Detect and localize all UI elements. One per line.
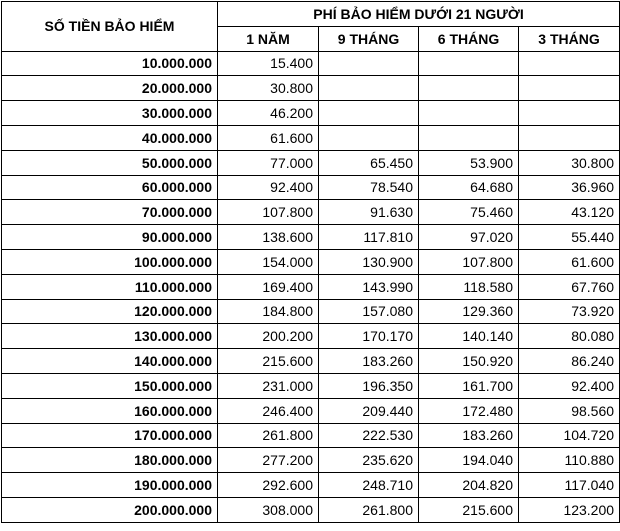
cell-premium-3-months: 104.720 xyxy=(519,423,620,448)
cell-premium-6-months: 204.820 xyxy=(419,473,519,498)
cell-sum-insured: 170.000.000 xyxy=(2,423,218,448)
table-row xyxy=(2,249,620,274)
cell-premium-9-months: 65.450 xyxy=(319,150,419,175)
cell-sum-insured: 100.000.000 xyxy=(2,249,218,274)
cell-premium-6-months: 183.260 xyxy=(419,423,519,448)
header-period-9-months: 9 THÁNG xyxy=(319,26,419,51)
table-row xyxy=(2,175,620,200)
cell-sum-insured: 150.000.000 xyxy=(2,373,218,398)
cell-premium-6-months: 97.020 xyxy=(419,225,519,250)
cell-premium-3-months: 80.080 xyxy=(519,324,620,349)
cell-premium-1-year: 292.600 xyxy=(218,473,319,498)
cell-premium-3-months: 67.760 xyxy=(519,274,620,299)
cell-premium-1-year: 154.000 xyxy=(218,249,319,274)
cell-premium-3-months: 86.240 xyxy=(519,349,620,374)
cell-premium-9-months: 196.350 xyxy=(319,373,419,398)
insurance-premium-table xyxy=(1,1,620,523)
cell-sum-insured: 140.000.000 xyxy=(2,349,218,374)
cell-sum-insured: 40.000.000 xyxy=(2,125,218,150)
cell-premium-9-months: 248.710 xyxy=(319,473,419,498)
cell-premium-6-months: 215.600 xyxy=(419,497,519,522)
cell-premium-9-months: 143.990 xyxy=(319,274,419,299)
cell-premium-3-months xyxy=(519,125,620,150)
table-row xyxy=(2,101,620,126)
table-row xyxy=(2,274,620,299)
cell-sum-insured: 110.000.000 xyxy=(2,274,218,299)
cell-premium-6-months: 150.920 xyxy=(419,349,519,374)
cell-premium-3-months: 98.560 xyxy=(519,398,620,423)
table-row xyxy=(2,448,620,473)
cell-premium-9-months: 222.530 xyxy=(319,423,419,448)
cell-premium-3-months: 55.440 xyxy=(519,225,620,250)
cell-premium-3-months: 110.880 xyxy=(519,448,620,473)
cell-sum-insured: 10.000.000 xyxy=(2,51,218,76)
cell-premium-9-months: 91.630 xyxy=(319,200,419,225)
table-row xyxy=(2,200,620,225)
table-row xyxy=(2,225,620,250)
cell-premium-6-months: 194.040 xyxy=(419,448,519,473)
table-row xyxy=(2,125,620,150)
cell-premium-6-months xyxy=(419,76,519,101)
cell-premium-1-year: 261.800 xyxy=(218,423,319,448)
header-sum-insured: SỐ TIỀN BẢO HIỂM xyxy=(2,2,218,52)
cell-premium-9-months: 78.540 xyxy=(319,175,419,200)
cell-premium-3-months: 73.920 xyxy=(519,299,620,324)
table-header xyxy=(2,2,620,52)
cell-premium-1-year: 231.000 xyxy=(218,373,319,398)
table-row xyxy=(2,51,620,76)
cell-premium-9-months: 157.080 xyxy=(319,299,419,324)
cell-premium-1-year: 308.000 xyxy=(218,497,319,522)
cell-premium-1-year: 277.200 xyxy=(218,448,319,473)
cell-premium-1-year: 15.400 xyxy=(218,51,319,76)
cell-premium-6-months xyxy=(419,125,519,150)
cell-premium-1-year: 61.600 xyxy=(218,125,319,150)
cell-premium-3-months: 92.400 xyxy=(519,373,620,398)
cell-premium-3-months xyxy=(519,101,620,126)
cell-premium-6-months: 161.700 xyxy=(419,373,519,398)
cell-sum-insured: 50.000.000 xyxy=(2,150,218,175)
cell-premium-3-months xyxy=(519,51,620,76)
cell-premium-6-months: 118.580 xyxy=(419,274,519,299)
cell-premium-3-months: 61.600 xyxy=(519,249,620,274)
cell-premium-3-months: 43.120 xyxy=(519,200,620,225)
cell-premium-1-year: 215.600 xyxy=(218,349,319,374)
table-body xyxy=(2,51,620,522)
cell-premium-6-months: 129.360 xyxy=(419,299,519,324)
cell-premium-9-months: 235.620 xyxy=(319,448,419,473)
cell-premium-1-year: 200.200 xyxy=(218,324,319,349)
table-row xyxy=(2,398,620,423)
header-premium-under-21-seats: PHÍ BẢO HIỂM DƯỚI 21 NGƯỜI xyxy=(218,2,620,27)
cell-premium-1-year: 30.800 xyxy=(218,76,319,101)
cell-premium-9-months: 261.800 xyxy=(319,497,419,522)
cell-premium-3-months: 30.800 xyxy=(519,150,620,175)
cell-premium-1-year: 138.600 xyxy=(218,225,319,250)
cell-premium-9-months: 117.810 xyxy=(319,225,419,250)
cell-sum-insured: 30.000.000 xyxy=(2,101,218,126)
cell-sum-insured: 190.000.000 xyxy=(2,473,218,498)
table-row xyxy=(2,150,620,175)
table-row xyxy=(2,324,620,349)
cell-premium-1-year: 169.400 xyxy=(218,274,319,299)
table-row xyxy=(2,373,620,398)
cell-sum-insured: 200.000.000 xyxy=(2,497,218,522)
header-row-main xyxy=(2,2,620,27)
cell-premium-9-months: 170.170 xyxy=(319,324,419,349)
cell-sum-insured: 120.000.000 xyxy=(2,299,218,324)
cell-premium-6-months xyxy=(419,51,519,76)
cell-premium-1-year: 107.800 xyxy=(218,200,319,225)
cell-premium-9-months: 209.440 xyxy=(319,398,419,423)
cell-sum-insured: 180.000.000 xyxy=(2,448,218,473)
cell-premium-1-year: 92.400 xyxy=(218,175,319,200)
cell-premium-6-months xyxy=(419,101,519,126)
cell-premium-6-months: 107.800 xyxy=(419,249,519,274)
cell-premium-6-months: 53.900 xyxy=(419,150,519,175)
cell-premium-3-months: 36.960 xyxy=(519,175,620,200)
cell-premium-9-months xyxy=(319,76,419,101)
cell-sum-insured: 130.000.000 xyxy=(2,324,218,349)
cell-premium-9-months: 130.900 xyxy=(319,249,419,274)
cell-premium-9-months: 183.260 xyxy=(319,349,419,374)
cell-premium-6-months: 75.460 xyxy=(419,200,519,225)
cell-premium-1-year: 46.200 xyxy=(218,101,319,126)
table-row xyxy=(2,299,620,324)
cell-premium-3-months: 123.200 xyxy=(519,497,620,522)
cell-sum-insured: 20.000.000 xyxy=(2,76,218,101)
cell-premium-3-months xyxy=(519,76,620,101)
header-period-1-year: 1 NĂM xyxy=(218,26,319,51)
header-period-6-months: 6 THÁNG xyxy=(419,26,519,51)
cell-sum-insured: 60.000.000 xyxy=(2,175,218,200)
cell-premium-6-months: 172.480 xyxy=(419,398,519,423)
cell-premium-3-months: 117.040 xyxy=(519,473,620,498)
cell-premium-9-months xyxy=(319,125,419,150)
cell-sum-insured: 70.000.000 xyxy=(2,200,218,225)
cell-premium-1-year: 246.400 xyxy=(218,398,319,423)
table-row xyxy=(2,473,620,498)
table-row xyxy=(2,497,620,522)
cell-premium-9-months xyxy=(319,51,419,76)
table-row xyxy=(2,76,620,101)
cell-premium-6-months: 140.140 xyxy=(419,324,519,349)
table-row xyxy=(2,423,620,448)
cell-premium-1-year: 184.800 xyxy=(218,299,319,324)
cell-sum-insured: 90.000.000 xyxy=(2,225,218,250)
cell-sum-insured: 160.000.000 xyxy=(2,398,218,423)
table-row xyxy=(2,349,620,374)
cell-premium-1-year: 77.000 xyxy=(218,150,319,175)
cell-premium-9-months xyxy=(319,101,419,126)
header-period-3-months: 3 THÁNG xyxy=(519,26,620,51)
cell-premium-6-months: 64.680 xyxy=(419,175,519,200)
